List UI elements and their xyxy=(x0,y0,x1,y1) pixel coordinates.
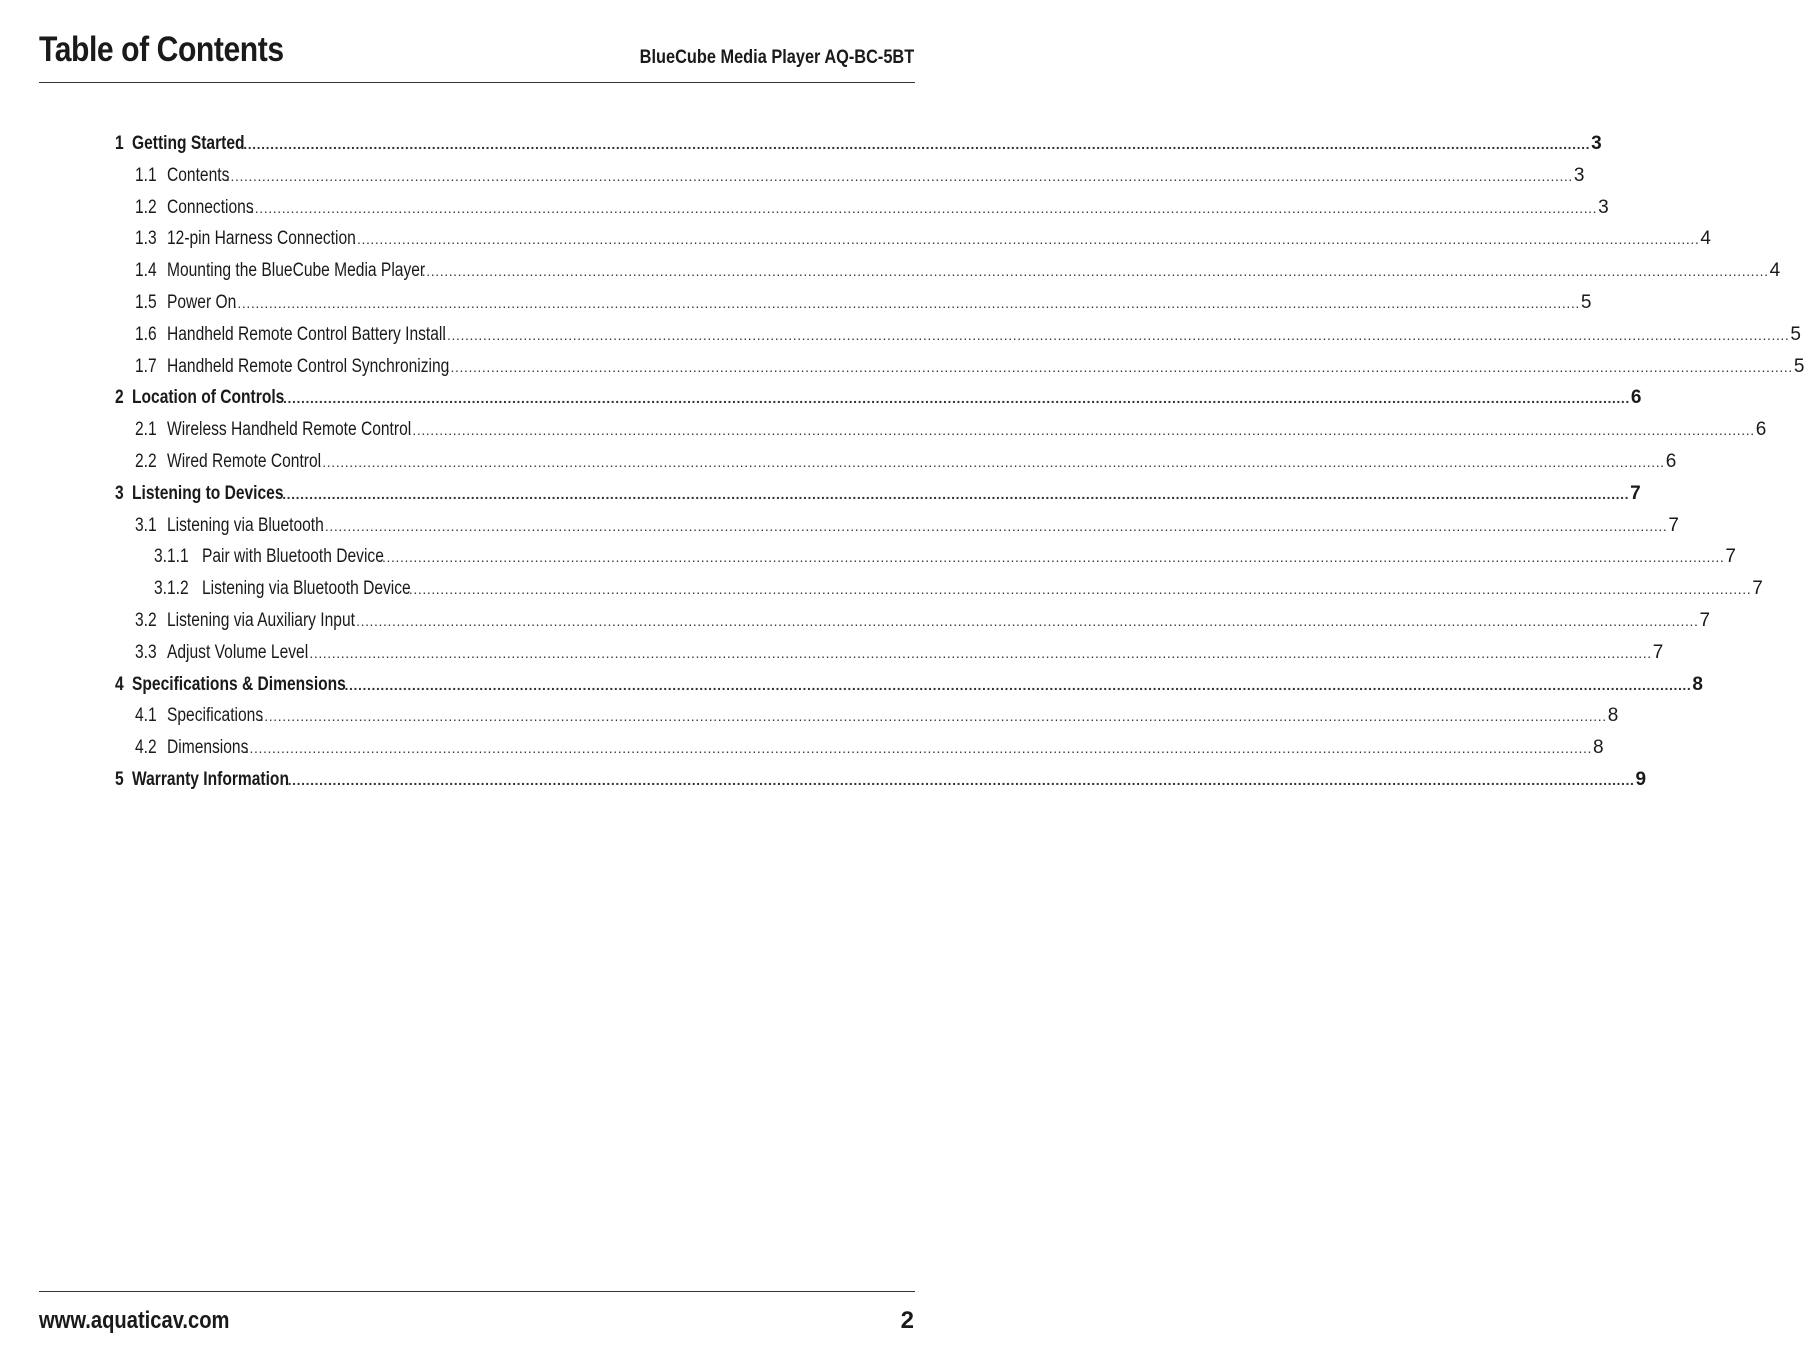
toc-entry-title: Listening via Auxiliary Input xyxy=(167,609,356,631)
toc-entry[interactable] xyxy=(115,637,1664,669)
toc-entry-page: 5 xyxy=(1580,291,1592,313)
toc-entry[interactable] xyxy=(115,351,1804,383)
toc-entry-page: 7 xyxy=(1699,609,1711,631)
toc-entry-page: 3 xyxy=(1598,196,1609,218)
toc-entry-title: Mounting the BlueCube Media Player xyxy=(167,260,426,282)
toc-dot-leader: ............................................................................................................................................................................................................................................................................................................ xyxy=(304,644,1652,661)
toc-entry-number: 1.3 xyxy=(135,228,157,250)
toc-dot-leader: ............................................................................................................................................................................................................................................................................................................ xyxy=(377,549,1725,566)
toc-entry-number: 3.2 xyxy=(135,609,157,631)
toc-entry-title: Handheld Remote Control Battery Install xyxy=(167,323,447,345)
toc-entry-title: Listening via Bluetooth Device xyxy=(202,578,411,600)
toc-entry-title: Specifications & Dimensions xyxy=(131,673,346,695)
toc-entry-page: 7 xyxy=(1725,546,1736,568)
toc-entry-label xyxy=(135,700,264,732)
header-divider xyxy=(39,82,915,83)
toc-dot-leader: ............................................................................................................................................................................................................................................................................................................ xyxy=(344,676,1692,693)
toc-dot-leader: ............................................................................................................................................................................................................................................................................................................ xyxy=(283,390,1630,407)
toc-entry-title: Handheld Remote Control Synchronizing xyxy=(167,355,450,377)
toc-dot-leader: ............................................................................................................................................................................................................................................................................................................ xyxy=(259,708,1607,725)
toc-dot-leader: ............................................................................................................................................................................................................................................................................................................ xyxy=(232,294,1580,311)
toc-entry-title: Location of Controls xyxy=(131,387,284,409)
toc-entry-number: 4.1 xyxy=(135,705,157,727)
toc-entry-number: 1 xyxy=(115,133,124,154)
toc-entry-number: 2.2 xyxy=(135,450,157,472)
toc-entry[interactable] xyxy=(115,223,1711,255)
toc-dot-leader: ............................................................................................................................................................................................................................................................................................................ xyxy=(243,136,1591,152)
toc-entry-title: Specifications xyxy=(167,705,264,727)
toc-entry-page: 3 xyxy=(1591,133,1602,154)
toc-entry[interactable] xyxy=(115,764,1647,796)
toc-dot-leader: ............................................................................................................................................................................................................................................................................................................ xyxy=(320,517,1668,534)
toc-entry-page: 9 xyxy=(1635,768,1647,790)
toc-entry-title: Connections xyxy=(167,196,255,218)
toc-entry-page: 8 xyxy=(1592,737,1604,759)
toc-entry-number: 3.3 xyxy=(135,641,157,663)
toc-entry-label xyxy=(135,446,322,478)
toc-entry-label xyxy=(154,541,385,573)
toc-entry-title: Listening to Devices xyxy=(131,482,284,504)
toc-entry-page: 5 xyxy=(1790,323,1801,345)
toc-entry-label xyxy=(135,414,412,446)
toc-entry-label xyxy=(135,605,356,637)
toc-dot-leader: ............................................................................................................................................................................................................................................................................................................ xyxy=(287,771,1635,788)
toc-entry-number: 4.2 xyxy=(135,737,157,759)
toc-dot-leader: ............................................................................................................................................................................................................................................................................................................ xyxy=(250,199,1598,216)
toc-entry-title: Power On xyxy=(167,291,237,313)
toc-entry-title: Pair with Bluetooth Device xyxy=(202,546,385,568)
toc-entry-number: 3 xyxy=(115,482,124,504)
toc-entry-label xyxy=(115,478,284,510)
toc-entry-number: 4 xyxy=(115,673,124,695)
toc-entry-page: 4 xyxy=(1769,260,1781,282)
toc-entry[interactable] xyxy=(115,160,1585,192)
toc-entry-title: Getting Started xyxy=(131,133,245,154)
toc-entry-label xyxy=(135,255,426,287)
toc-entry[interactable] xyxy=(115,446,1677,478)
toc-dot-leader: ............................................................................................................................................................................................................................................................................................................ xyxy=(421,263,1769,280)
toc-entry-label xyxy=(135,732,249,764)
toc-entry[interactable] xyxy=(115,128,1602,160)
toc-dot-leader: ............................................................................................................................................................................................................................................................................................................ xyxy=(351,612,1699,629)
toc-entry-number: 1.2 xyxy=(135,196,157,218)
toc-dot-leader: ............................................................................................................................................................................................................................................................................................................ xyxy=(407,422,1755,439)
toc-entry-title: Listening via Bluetooth xyxy=(167,514,325,536)
toc-dot-leader: ............................................................................................................................................................................................................................................................................................................ xyxy=(317,453,1665,470)
toc-entry[interactable] xyxy=(115,510,1679,542)
toc-entry[interactable] xyxy=(115,541,1736,573)
toc-dot-leader: ............................................................................................................................................................................................................................................................................................................ xyxy=(442,326,1790,343)
toc-entry[interactable] xyxy=(115,732,1604,764)
toc-dot-leader: ............................................................................................................................................................................................................................................................................................................ xyxy=(446,358,1793,375)
toc-entry-label xyxy=(115,128,245,160)
toc-entry-label xyxy=(115,764,287,796)
toc-entry[interactable] xyxy=(115,414,1767,446)
toc-entry-label xyxy=(135,223,357,255)
toc-entry[interactable] xyxy=(115,605,1711,637)
toc-entry[interactable] xyxy=(115,319,1801,351)
toc-entry[interactable] xyxy=(115,255,1781,287)
toc-dot-leader: ............................................................................................................................................................................................................................................................................................................ xyxy=(404,581,1752,598)
toc-entry-title: Adjust Volume Level xyxy=(167,641,309,663)
footer-website-link[interactable]: www.aquaticav.com xyxy=(39,1307,230,1334)
toc-entry-title: Dimensions xyxy=(167,737,249,759)
toc-entry[interactable] xyxy=(115,573,1763,605)
toc-entry[interactable] xyxy=(115,700,1619,732)
toc-entry-number: 1.4 xyxy=(135,260,157,282)
toc-entry-label xyxy=(115,382,282,414)
header-product-name: BlueCube Media Player AQ-BC-5BT xyxy=(639,47,914,68)
toc-entry-title: Wireless Handheld Remote Control xyxy=(167,419,412,441)
toc-entry-page: 8 xyxy=(1607,705,1619,727)
toc-entry-title: Contents xyxy=(167,164,230,186)
toc-entry-number: 2 xyxy=(115,387,124,409)
toc-entry-number: 3.1.1 xyxy=(154,546,189,568)
toc-entry-number: 3.1 xyxy=(135,514,157,536)
toc-entry-label xyxy=(135,319,447,351)
toc-entry-number: 5 xyxy=(115,768,124,790)
toc-entry[interactable] xyxy=(115,478,1641,510)
toc-entry-label xyxy=(135,192,255,224)
toc-entry-title: Warranty Information xyxy=(131,768,289,790)
toc-entry-number: 1.5 xyxy=(135,291,157,313)
toc-entry-label xyxy=(135,287,237,319)
toc-dot-leader: ............................................................................................................................................................................................................................................................................................................ xyxy=(226,167,1573,184)
toc-entry-label xyxy=(115,669,344,701)
toc-entry-page: 5 xyxy=(1793,355,1804,377)
footer-page-number: 2 xyxy=(900,1307,914,1334)
toc-entry[interactable] xyxy=(115,192,1609,224)
toc-entry-title: Wired Remote Control xyxy=(167,450,322,472)
toc-entry-label xyxy=(135,351,450,383)
toc-entry-page: 7 xyxy=(1752,578,1763,600)
toc-entry-page: 6 xyxy=(1755,419,1767,441)
toc-entry-page: 8 xyxy=(1692,673,1703,695)
toc-dot-leader: ............................................................................................................................................................................................................................................................................................................ xyxy=(245,740,1592,757)
toc-entry[interactable] xyxy=(115,669,1703,701)
toc-dot-leader: ............................................................................................................................................................................................................................................................................................................ xyxy=(352,231,1700,248)
footer-divider xyxy=(39,1291,915,1292)
toc-entry-label xyxy=(135,637,309,669)
toc-entry-page: 6 xyxy=(1630,387,1642,409)
toc-entry-label xyxy=(135,510,325,542)
toc-entry-page: 4 xyxy=(1700,228,1711,250)
toc-entry-title: 12-pin Harness Connection xyxy=(167,228,357,250)
toc-entry-number: 2.1 xyxy=(135,419,157,441)
page-title: Table of Contents xyxy=(39,30,284,69)
toc-dot-leader: ............................................................................................................................................................................................................................................................................................................ xyxy=(282,485,1630,502)
toc-entry-page: 7 xyxy=(1668,514,1679,536)
toc-entry[interactable] xyxy=(115,382,1642,414)
toc-entry-page: 3 xyxy=(1573,164,1585,186)
toc-entry-number: 3.1.2 xyxy=(154,578,189,600)
toc-entry-number: 1.6 xyxy=(135,323,157,345)
toc-entry-page: 6 xyxy=(1665,450,1677,472)
toc-entry-number: 1.1 xyxy=(135,164,157,186)
table-of-contents xyxy=(115,128,1804,796)
toc-entry[interactable] xyxy=(115,287,1592,319)
toc-entry-label xyxy=(135,160,230,192)
toc-entry-page: 7 xyxy=(1630,482,1641,504)
toc-entry-page: 7 xyxy=(1652,641,1664,663)
toc-entry-label xyxy=(154,573,411,605)
toc-entry-number: 1.7 xyxy=(135,355,157,377)
